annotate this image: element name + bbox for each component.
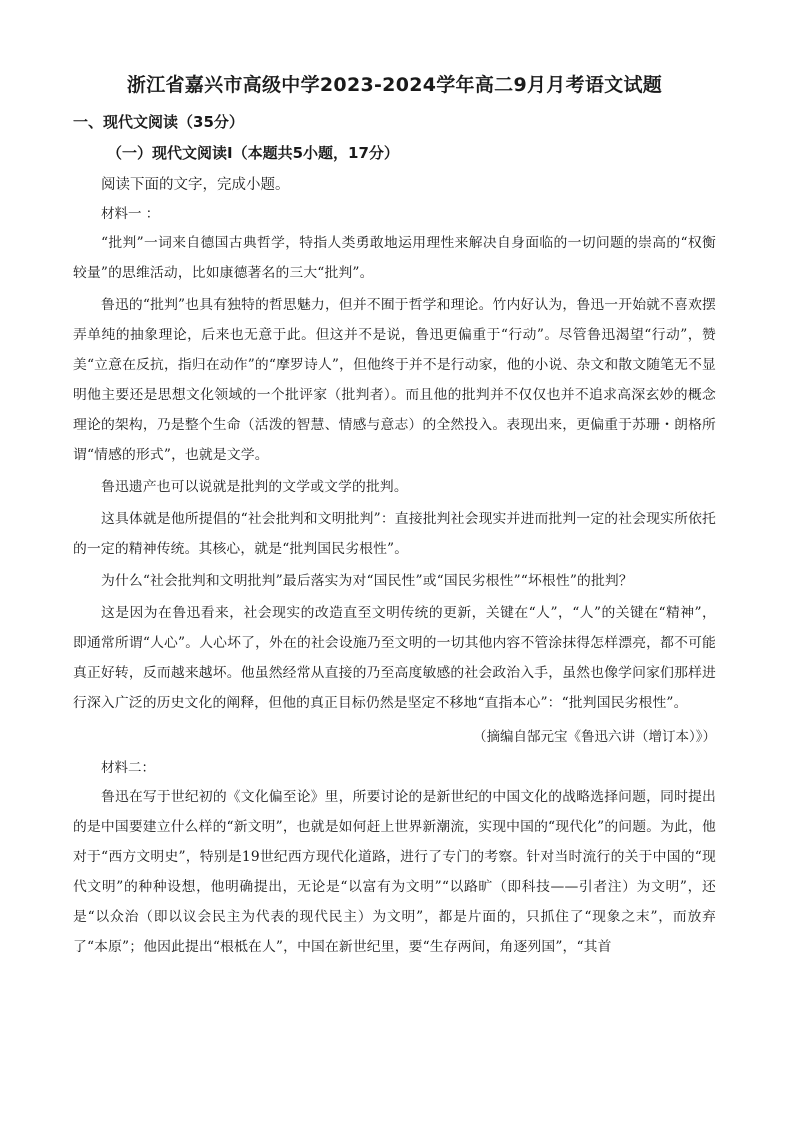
material-1-source: （摘编自郜元宝《鲁迅六讲（增订本）》） (473, 729, 716, 745)
material-1-paragraph: 这具体就是他所提倡的“社会批判和文明批判”：直接批判社会现实并进而批判一定的社会现实所依托的一定的精神传统。其核心，就是“批判国民劣根性”。 (73, 511, 716, 557)
document-title: 浙江省嘉兴市高级中学2023-2024学年高二9月月考语文试题 (126, 74, 663, 96)
material-1-paragraph: 为什么“社会批判和文明批判”最后落实为对“国民性”或“国民劣根性”“坏根性”的批判？ (101, 573, 633, 589)
material-1-label: 材料一 ： (101, 206, 160, 222)
reading-instruction: 阅读下面的文字，完成小题。 (101, 177, 290, 193)
material-1-paragraph: 鲁迅的“批判”也具有独特的哲思魅力，但并不囿于哲学和理论。竹内好认为，鲁迅一开始就不喜欢摆弄单纯的抽象理论，后来也无意于此。但这并不是说，鲁迅更偏重于“行动”。尽管鲁迅渴望“行动”，赞美“立意在反抗，指归在动作”的“摩罗诗人”，但他终于并不是行动家，他的小说、杂文和散文随笔无不显明他主要还是思想文化领域的一个批评家（批判者）。而且他的批判并不仅仅也并不追求高深玄妙的概念理论的架构，乃是整个生命（活泼的智慧、情感与意志）的全然投入。表现出来，更偏重于苏珊・朗格所谓“情感的形式”，也就是文学。 (73, 297, 716, 463)
material-2-paragraph: 鲁迅在写于世纪初的《文化偏至论》里，所要讨论的是新世纪的中国文化的战略选择问题，同时提出的是中国要建立什么样的“新文明”，也就是如何赶上世界新潮流，实现中国的“现代化”的问题。为此，他对于“西方文明史”，特别是19世纪西方现代化道路，进行了专门的考察。针对当时流行的关于中国的“现代文明”的种种设想，他明确提出，无论是“以富有为文明”“以路旷（即科技——引者注）为文明”，还是“以众治（即以议会民主为代表的现代民主）为文明”，都是片面的，只抓住了“现象之末”，而放弃了“本原”；他因此提出“根柢在人”，中国在新世纪里，要“生存两间，角逐列国”，“其首 (73, 789, 716, 955)
subsection-heading-reading-1: （一）现代文阅读Ⅰ（本题共5小题，17分） (107, 144, 399, 162)
material-1-paragraph: 鲁迅遗产也可以说就是批判的文学或文学的批判。 (101, 479, 408, 495)
material-1-paragraph: 这是因为在鲁迅看来，社会现实的改造直至文明传统的更新，关键在“人”，“人”的关键在“精神”，即通常所谓“人心”。人心坏了，外在的社会设施乃至文明的一切其他内容不管涂抹得怎样漂亮，都不可能真正好转，反而越来越坏。他虽然经常从直接的乃至高度敏感的社会政治入手，虽然也像学问家们那样进行深入广泛的历史文化的阐释，但他的真正目标仍然是坚定不移地“直指本心”：“批判国民劣根性”。 (73, 605, 716, 711)
material-1-paragraph: “批判”一词来自德国古典哲学，特指人类勇敢地运用理性来解决自身面临的一切问题的崇高的“权衡较量”的思维活动，比如康德著名的三大“批判”。 (73, 235, 716, 281)
section-heading-modern-reading: 一、现代文阅读（35分） (73, 113, 244, 131)
material-2-label: 材料二： (101, 760, 155, 776)
